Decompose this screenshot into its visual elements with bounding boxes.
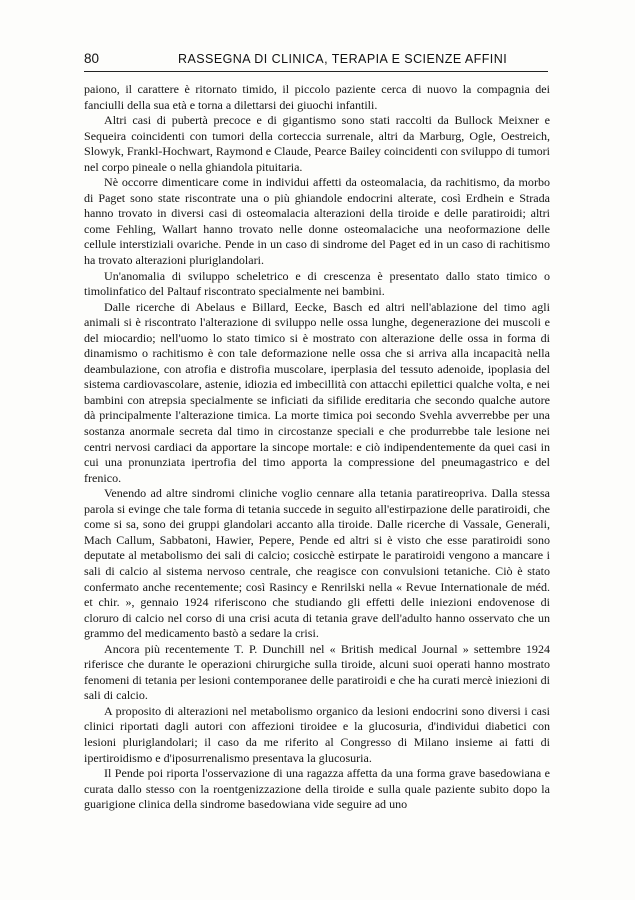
paragraph: Dalle ricerche di Abelaus e Billard, Eecke, Basch ed altri nell'ablazione del timo agli animali si è riscontrato l'alterazione di sviluppo nelle ossa lunghe, degenerazione dei muscoli e del miocardio; nell'uomo lo stato timico si è mostrato con alterazione delle ossa in forma di dinamismo o rachitismo è con tale deformazione nelle ossa che si arriva alla incapacità nella deambulazione, con atrofia e distrofia muscolare, iperplasia del tessuto adenoide, ipoplasia del sistema cardiovascolare, astenie, idiozia ed imbecillità con attacchi epilettici qualche volta, e nei bambini con atrepsia specialmente se inficiati da sifilide ereditaria che secondo qualche autore dà principalmente l'alterazione timica. La morte timica poi secondo Svehla avverrebbe per una sostanza anormale secreta dal timo in circostanze speciali e che produrrebbe tale lesione nei centri nervosi cardiaci da apportare la sincope mortale: e ciò indipendentemente da quei casi in cui una pronunziata ipertrofia del timo apporta la compressione del pneumagastrico e del frenico. <box>84 299 550 485</box>
paragraph: Altri casi di pubertà precoce e di gigantismo sono stati raccolti da Bullock Meixner e Sequeira coincidenti con tumori della corteccia surrenale, altri da Marburg, Ogle, Oestreich, Slowyk, Frankl-Hochwart, Raymond e Claude, Pearce Bailey coincidenti con sviluppo di tumori nel corpo pineale o nella ghiandola pituitaria. <box>84 113 550 174</box>
page-number: 80 <box>84 51 100 66</box>
header-rule <box>84 71 548 72</box>
body-text <box>84 82 550 813</box>
paragraph: Ancora più recentemente T. P. Dunchill nel « British medical Journal » settembre 1924 riferisce che durante le operazioni chirurgiche sulla tiroide, alcuni suoi operati hanno mostrato fenomeni di tetania per lesioni contemporanee delle paratiroidi e che ha curati mercè iniezioni di sali di calcio. <box>84 641 550 703</box>
paragraph: Venendo ad altre sindromi cliniche voglio cennare alla tetania paratireopriva. Dalla stessa parola si evinge che tale forma di tetania succede in seguito all'estirpazione delle paratiroidi, che come si sa, sono dei gruppi glandolari accanto alla tiroide. Dalle ricerche di Vassale, Generali, Mach Callum, Sabbatoni, Hawier, Pepere, Pende ed altri si è visto che esse paratiroidi sono deputate al metabolismo dei sali di calcio; cosicchè estirpate le paratiroidi vengono a mancare i sali di calcio al sistema nervoso centrale, che reagisce con convulsioni tetaniche. Ciò è stato confermato anche recentemente; così Rasincy e Renrilski nella « Revue Internationale de méd. et chir. », gennaio 1924 riferiscono che studiando gli effetti delle iniezioni endovenose di cloruro di calcio nel corso di una crisi acuta di tetania grave dell'adulto hanno osservato che un grammo del medicamento bastò a sedare la crisi. <box>84 486 550 641</box>
page-header <box>84 49 550 69</box>
paragraph: Il Pende poi riporta l'osservazione di una ragazza affetta da una forma grave basedowiana e curata dallo stesso con la roentgenizzazione della tiroide e sulla quale paziente subito dopo la guarigione clinica della sindrome basedowiana vide seguire ad uno <box>84 766 550 812</box>
paragraph: Nè occorre dimenticare come in individui affetti da osteomalacia, da rachitismo, da morbo di Paget sono state riscontrate una o più ghiandole endocrini alterate, così Erdhein e Strada hanno trovato in diversi casi di osteomalacia alterazioni della tiroide e delle paratiroidi; altri come Fehling, Wallart hanno trovato nelle donne osteomalaciche una neoformazione delle cellule interstiziali ovariche. Pende in un caso di sindrome del Paget ed in un caso di rachitismo ha trovato alterazioni pluriglandolari. <box>84 175 550 268</box>
paragraph: A proposito di alterazioni nel metabolismo organico da lesioni endocrini sono diversi i casi clinici riportati dagli autori con affezioni tiroidee e la glucosuria, d'individui diabetici con lesioni pluriglandolari; il caso da me riferito al Congresso di Milano insieme ai fatti di ipertiroidismo e d'iposurrenalismo presentava la glucosuria. <box>84 703 550 765</box>
paragraph: Un'anomalia di sviluppo scheletrico e di crescenza è presentato dallo stato timico o timolinfatico del Paltauf riscontrato specialmente nei bambini. <box>84 268 550 299</box>
paragraph-continued: paiono, il carattere è ritornato timido, il piccolo paziente cerca di nuovo la compagnia dei fanciulli della sua età e torna a dilettarsi dei giuochi infantili. <box>84 82 550 112</box>
running-title: RASSEGNA DI CLINICA, TERAPIA E SCIENZE AFFINI <box>178 52 508 66</box>
